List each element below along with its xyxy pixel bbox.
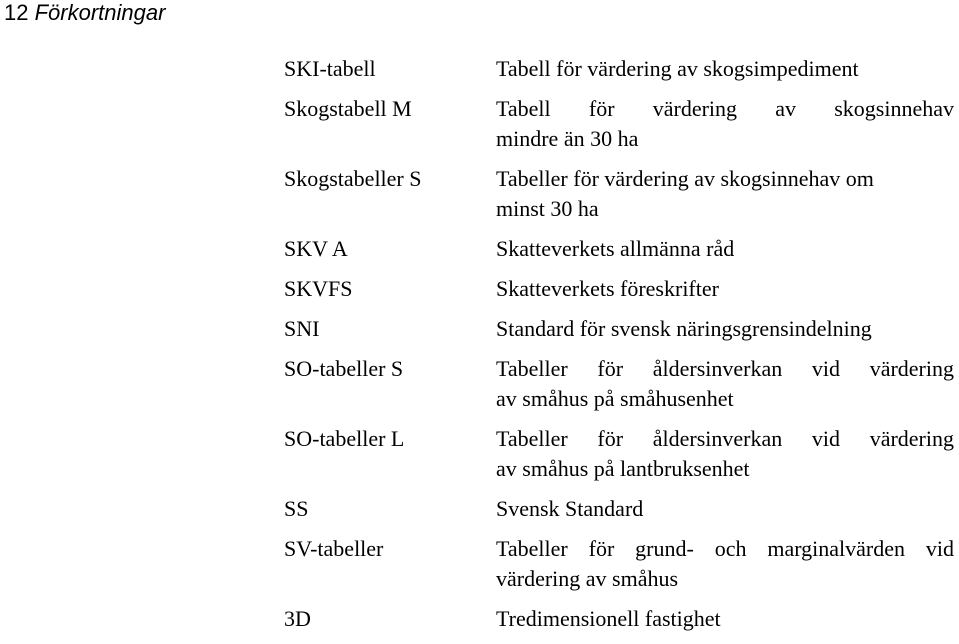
definition-line: värdering av småhus	[496, 566, 679, 591]
abbreviation-term: SKVFS	[284, 276, 353, 301]
abbreviation-term: SS	[284, 496, 309, 521]
abbreviation-definition	[496, 354, 954, 414]
abbreviation-definition	[496, 234, 954, 264]
definition-line: Standard för svensk näringsgrensindelning	[496, 316, 872, 341]
definition-line: Tredimensionell fastighet	[496, 606, 721, 631]
abbreviation-entry	[284, 234, 956, 264]
abbreviation-definition	[496, 494, 954, 524]
abbreviation-entry	[284, 534, 956, 594]
abbreviation-definition	[496, 274, 954, 304]
abbreviation-term: SV-tabeller	[284, 536, 384, 561]
definition-line: minst 30 ha	[496, 196, 599, 221]
abbreviation-entry	[284, 314, 956, 344]
abbreviation-term: Skogstabell M	[284, 96, 412, 121]
abbreviation-entry	[284, 54, 956, 84]
definition-line: mindre än 30 ha	[496, 126, 639, 151]
abbreviation-term: Skogstabeller S	[284, 166, 422, 191]
definition-line: av småhus på lantbruksenhet	[496, 456, 750, 481]
abbreviation-entry	[284, 274, 956, 304]
abbreviation-definition	[496, 94, 954, 154]
abbreviation-term: SO-tabeller S	[284, 356, 404, 381]
abbreviation-list	[284, 54, 956, 644]
abbreviation-definition	[496, 424, 954, 484]
section-title: Förkortningar	[34, 0, 166, 25]
definition-line: Tabeller för värdering av skogsinnehav om	[496, 166, 874, 191]
definition-line: Tabell för värdering av skogsimpediment	[496, 56, 859, 81]
abbreviation-term: SKI-tabell	[284, 56, 376, 81]
abbreviation-definition	[496, 54, 954, 84]
abbreviation-definition	[496, 534, 954, 594]
definition-line: Skatteverkets föreskrifter	[496, 276, 719, 301]
definition-line: Tabell för värdering av skogsinnehav	[496, 96, 954, 121]
abbreviation-entry	[284, 424, 956, 484]
abbreviation-entry	[284, 354, 956, 414]
abbreviation-entry	[284, 164, 956, 224]
abbreviation-term: SO-tabeller L	[284, 426, 405, 451]
section-number: 12	[4, 0, 29, 25]
definition-line: Tabeller för åldersinverkan vid värdering	[496, 356, 954, 381]
abbreviation-definition	[496, 314, 954, 344]
abbreviation-term: 3D	[284, 606, 311, 631]
definition-line: Tabeller för åldersinverkan vid värdering	[496, 426, 954, 451]
definition-line: av småhus på småhusenhet	[496, 386, 734, 411]
abbreviation-entry	[284, 604, 956, 634]
abbreviation-definition	[496, 604, 954, 634]
definition-line: Tabeller för grund- och marginalvärden vid	[496, 536, 954, 561]
abbreviation-entry	[284, 94, 956, 154]
abbreviation-definition	[496, 164, 954, 224]
definition-line: Skatteverkets allmänna råd	[496, 236, 735, 261]
abbreviation-term: SKV A	[284, 236, 348, 261]
definition-line: Svensk Standard	[496, 496, 644, 521]
abbreviation-entry	[284, 494, 956, 524]
section-heading	[4, 0, 165, 26]
abbreviation-term: SNI	[284, 316, 320, 341]
